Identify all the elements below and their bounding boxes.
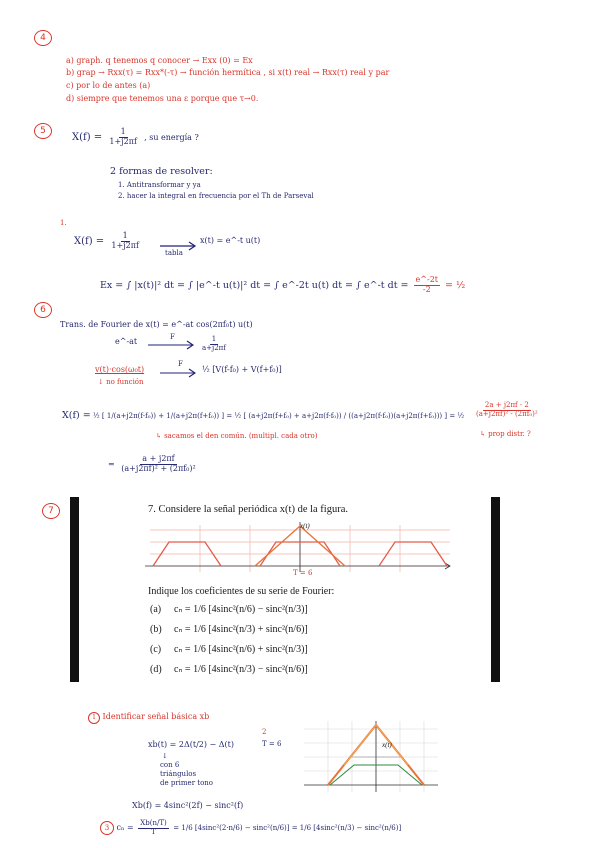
right-black-bar: [491, 497, 500, 682]
basic-signal-graph: [300, 717, 442, 797]
energy-result: = ½: [445, 279, 466, 291]
pair-2-label: F: [178, 360, 183, 368]
xf-deriv-bracket: ½ [ 1/(a+j2π(f-f₀)) + 1/(a+j2π(f+f₀)) ] = ½ [ (a+j2π(f+f₀) + a+j2π(f-f₀)) / ((a+j2π(f-f₀))(a+j2π(f+f₀))) ] = ½: [92, 412, 465, 420]
problem-7-number: 7: [42, 503, 60, 519]
xf-red-den: (a+j2πf)² - (2πf₀)²: [476, 409, 538, 418]
pair-2-arrow: [160, 368, 200, 378]
step-1-label: Identificar señal básica xb: [102, 712, 210, 721]
pair-2-right: ½ [V(f-f₀) + V(f+f₀)]: [202, 365, 282, 374]
step-1-note-4: de primer tono: [160, 779, 214, 787]
problem-7-title: 7. Considere la señal periódica x(t) de la figura.: [148, 504, 349, 515]
problem-5-number: 5: [34, 123, 52, 139]
problem-4-line-c: c) por lo de antes (a): [66, 81, 151, 90]
problem-6-statement: Trans. de Fourier de x(t) = e^-at cos(2πf₀t) u(t): [60, 320, 253, 329]
xf-red-fraction: [472, 402, 542, 418]
table-arrow-label: tabla: [165, 249, 183, 257]
problem-4-number: 4: [34, 30, 52, 46]
cn-lhs: cₙ =: [116, 823, 134, 833]
option-d[interactable]: [150, 664, 308, 675]
xf-final: = $\frac{a + j2\pi f}{\text{(a+j2πf)² + (2πf₀)²}}$: [108, 454, 196, 473]
step-1-title: [88, 712, 209, 724]
pair-1-right: [198, 336, 230, 352]
step-1-note-2: con 6: [160, 761, 180, 769]
energy-frac-den: -2: [422, 284, 431, 294]
xf-red-note: ↳ sacamos el den común. (multipl. cada otro): [156, 432, 318, 440]
problem-5-eq-lhs: X(f) =: [72, 131, 103, 143]
problem-6-number: 6: [34, 302, 52, 318]
step-3-mark: 3: [100, 821, 114, 835]
xf-red-num: 2a + j2πf · 2: [484, 401, 529, 409]
xf-den: 1+j2πf: [111, 240, 139, 250]
step-3-line: [100, 820, 401, 836]
option-b[interactable]: [150, 624, 308, 635]
xf-red-note-2: ↳ prop distr. ?: [480, 430, 531, 438]
energy-step-2: ∫ |e^-t u(t)|² dt =: [188, 279, 272, 291]
option-a-text: cₙ = 1/6 [4sinc²(n/6) − sinc²(n/3)]: [174, 604, 308, 615]
step-1-period: T = 6: [262, 740, 282, 748]
method-2: 2. hacer la integral en frecuencia por el Th de Parseval: [118, 192, 314, 200]
option-b-letter: (b): [150, 624, 162, 635]
xf-derivation: [62, 410, 464, 421]
problem-5-eq-num: 1: [120, 127, 126, 136]
pair-1-num: 1: [211, 335, 217, 343]
pair-1-left: e^-at: [115, 337, 138, 346]
problem-5-equation: [72, 128, 199, 147]
energy-step-3: ∫ e^-2t u(t) dt =: [274, 279, 353, 291]
xf-table-lookup: [74, 232, 143, 251]
energy-step-4: ∫ e^-t dt =: [356, 279, 409, 291]
xf-final-den: (a+j2πf)² + (2πf₀)²: [121, 463, 196, 473]
cn-frac-num: Xb(n/T): [140, 819, 167, 827]
option-c-text: cₙ = 1/6 [4sinc²(n/6) + sinc²(n/3)]: [174, 644, 308, 655]
pair-1-arrow: [148, 340, 198, 350]
pair-2-left: v(t)·cos(ω₀t): [95, 365, 145, 374]
pair-1-label: F: [170, 333, 175, 341]
problem-5-eq-den: 1+j2πf: [109, 136, 137, 146]
problem-4-line-a: a) graph. q tenemos q conocer → Exx (0) = Ex: [66, 56, 253, 65]
period-note: T = 6: [293, 569, 313, 577]
step-1-t-mark: 2: [262, 728, 267, 736]
xf-deriv-lhs: X(f) =: [62, 410, 91, 421]
step-1-note-arrow: ↓: [162, 752, 168, 760]
xf-num: 1: [122, 231, 128, 240]
left-black-bar: [70, 497, 79, 682]
option-a[interactable]: [150, 604, 308, 615]
cn-derivation: = 1/6 [4sinc²(2·n/6) − sinc²(n/6)] = 1/6 [4sinc²(n/3) − sinc²(n/6)]: [173, 824, 402, 833]
basic-graph-xt-label: x(t): [382, 741, 392, 749]
option-a-letter: (a): [150, 604, 162, 615]
problem-4-line-b: b) grap → Rxx(τ) = Rxx*(-τ) → función hermítica , si x(t) real → Rxx(τ) real y par: [66, 68, 390, 77]
option-c[interactable]: [150, 644, 308, 655]
method-1-mark: 1.: [60, 219, 67, 227]
option-b-text: cₙ = 1/6 [4sinc²(n/3) + sinc²(n/6)]: [174, 624, 308, 635]
pair-1-den: a+j2πf: [202, 343, 226, 352]
problem-7-question: Indique los coeficientes de su serie de Fourier:: [148, 586, 335, 597]
step-1-mark: 1: [88, 712, 100, 724]
xt-result: x(t) = e^-t u(t): [200, 236, 261, 245]
cn-frac-den: T: [151, 827, 156, 836]
methods-title: 2 formas de resolver:: [110, 166, 213, 177]
step-1-equation: xb(t) = 2Δ(t/2) − Δ(t): [148, 740, 235, 749]
problem-4-line-d: d) siempre que tenemos una ε porque que τ→0.: [66, 94, 259, 103]
energy-step-1: ∫ |x(t)|² dt =: [126, 279, 185, 291]
xf-lhs: X(f) =: [74, 235, 105, 247]
energy-lhs: Ex =: [100, 279, 124, 291]
step-1-note-3: triángulos: [160, 770, 197, 778]
option-c-letter: (c): [150, 644, 162, 655]
energy-frac-num: e^-2t: [415, 275, 438, 284]
option-d-letter: (d): [150, 664, 162, 675]
xf-final-num: a + j2πf: [142, 454, 175, 463]
xb-transform: Xb(f) = 4sinc²(2f) − sinc²(f): [132, 801, 244, 810]
pair-2-note: ↓ no función: [98, 378, 144, 386]
problem-5-eq-tail: , su energía ?: [144, 132, 199, 142]
graph-xt-label: x(t): [300, 522, 310, 530]
option-d-text: cₙ = 1/6 [4sinc²(n/3) − sinc²(n/6)]: [174, 664, 308, 675]
energy-line: [100, 276, 465, 295]
method-1: 1. Antitransformar y ya: [118, 181, 201, 189]
